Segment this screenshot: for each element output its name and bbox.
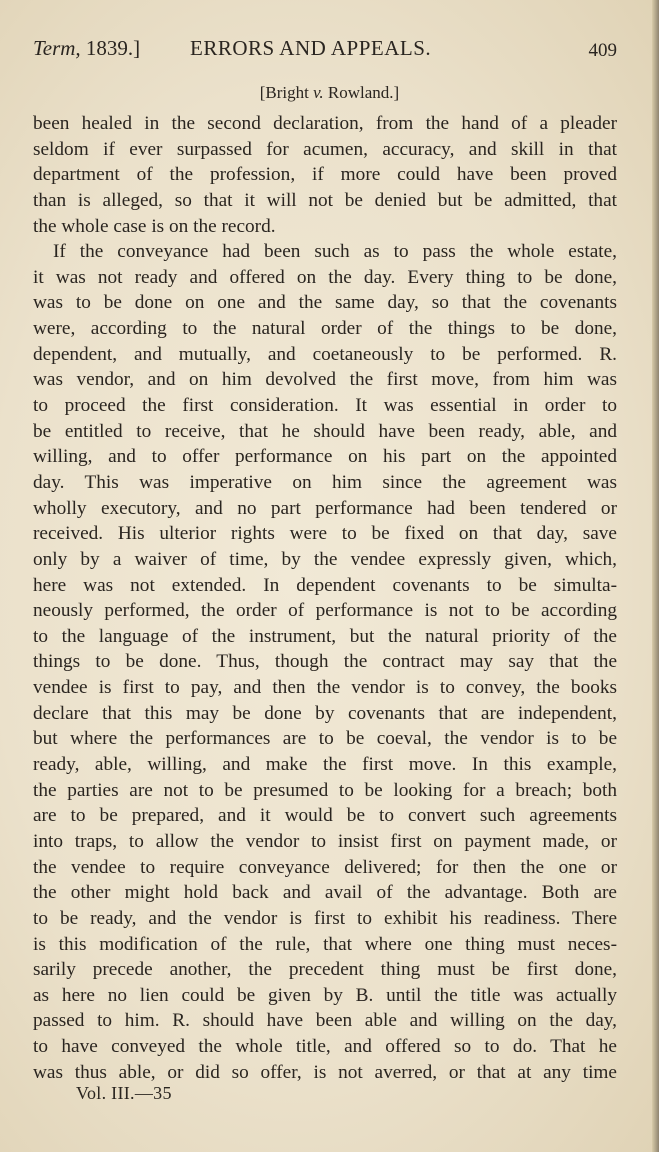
text-line: the vendee to require conveyance delivered; for then the one or — [33, 856, 617, 878]
text-line: dependent, and mutually, and coetaneously to be performed. R. — [33, 343, 617, 365]
case-caption-v: v. — [313, 83, 324, 102]
text-line: than is alleged, so that it will not be denied but be admitted, that — [33, 189, 617, 211]
text-line: received. His ulterior rights were to be fixed on that day, save — [33, 523, 617, 545]
case-caption-left: [Bright — [259, 83, 314, 102]
volume-signature: Vol. III.—35 — [76, 1083, 172, 1103]
header-term-word: Term, — [33, 36, 81, 60]
header-year: 1839.] — [85, 36, 141, 60]
text-line: into traps, to allow the vendor to insist first on payment made, or — [33, 830, 617, 852]
text-line: been healed in the second declaration, from the hand of a pleader — [33, 113, 617, 134]
text-line: If the conveyance had been such as to pass the whole estate, — [53, 241, 617, 263]
page-edge — [652, 0, 659, 1152]
text-line: were, according to the natural order of the things to be done, — [33, 318, 617, 340]
case-caption-right: Rowland.] — [323, 83, 400, 102]
text-line: to the language of the instrument, but the natural priority of the — [33, 625, 617, 647]
text-line: the whole case is on the record. — [33, 215, 276, 237]
text-line: only by a waiver of time, by the vendee expressly given, which, — [33, 548, 617, 570]
text-line: but where the performances are to be coeval, the vendor is to be — [33, 728, 617, 750]
text-line: vendee is first to pay, and then the vendor is to convey, the books — [33, 677, 617, 699]
text-line: declare that this may be done by covenants that are independent, — [33, 702, 617, 724]
text-line: things to be done. Thus, though the contract may say that the — [33, 651, 617, 673]
text-line: was to be done on one and the same day, so that the covenants — [33, 292, 617, 314]
header-title: ERRORS AND APPEALS. — [190, 36, 432, 60]
case-caption — [0, 83, 659, 103]
text-line: to proceed the first consideration. It was essential in order to — [33, 395, 617, 417]
text-line: it was not ready and offered on the day. Every thing to be done, — [33, 266, 617, 288]
text-line: the other might hold back and avail of the advantage. Both are — [33, 882, 617, 904]
text-line: here was not extended. In dependent covenants to be simulta- — [33, 574, 617, 596]
text-line: is this modification of the rule, that where one thing must neces- — [33, 933, 617, 955]
text-line: day. This was imperative on him since the agreement was — [33, 471, 617, 493]
page-number: 409 — [588, 40, 617, 61]
text-line: the parties are not to be presumed to be looking for a breach; both — [33, 779, 617, 801]
text-line: neously performed, the order of performance is not to be according — [33, 600, 617, 622]
running-header — [33, 36, 617, 64]
text-line: to be ready, and the vendor is first to exhibit his readiness. There — [33, 907, 617, 929]
text-line: was thus able, or did so offer, is not averred, or that at any time — [33, 1061, 617, 1083]
text-line: was vendor, and on him devolved the first move, from him was — [33, 369, 617, 391]
text-line: ready, able, willing, and make the first move. In this example, — [33, 754, 617, 776]
text-line: willing, and to offer performance on his part on the appointed — [33, 446, 617, 468]
body-text — [33, 111, 617, 1085]
text-line: seldom if ever surpassed for acumen, accuracy, and skill in that — [33, 138, 617, 160]
text-line: wholly executory, and no part performance had been tendered or — [33, 497, 617, 519]
text-line: department of the profession, if more could have been proved — [33, 164, 617, 186]
text-line: be entitled to receive, that he should have been ready, able, and — [33, 420, 617, 442]
text-line: as here no lien could be given by B. until the title was actually — [33, 984, 617, 1006]
text-line: to have conveyed the whole title, and offered so to do. That he — [33, 1036, 617, 1058]
text-line: passed to him. R. should have been able and willing on the day, — [33, 1010, 617, 1032]
header-term — [33, 36, 140, 61]
text-line: sarily precede another, the precedent thing must be first done, — [33, 959, 617, 981]
text-line: are to be prepared, and it would be to convert such agreements — [33, 805, 617, 827]
